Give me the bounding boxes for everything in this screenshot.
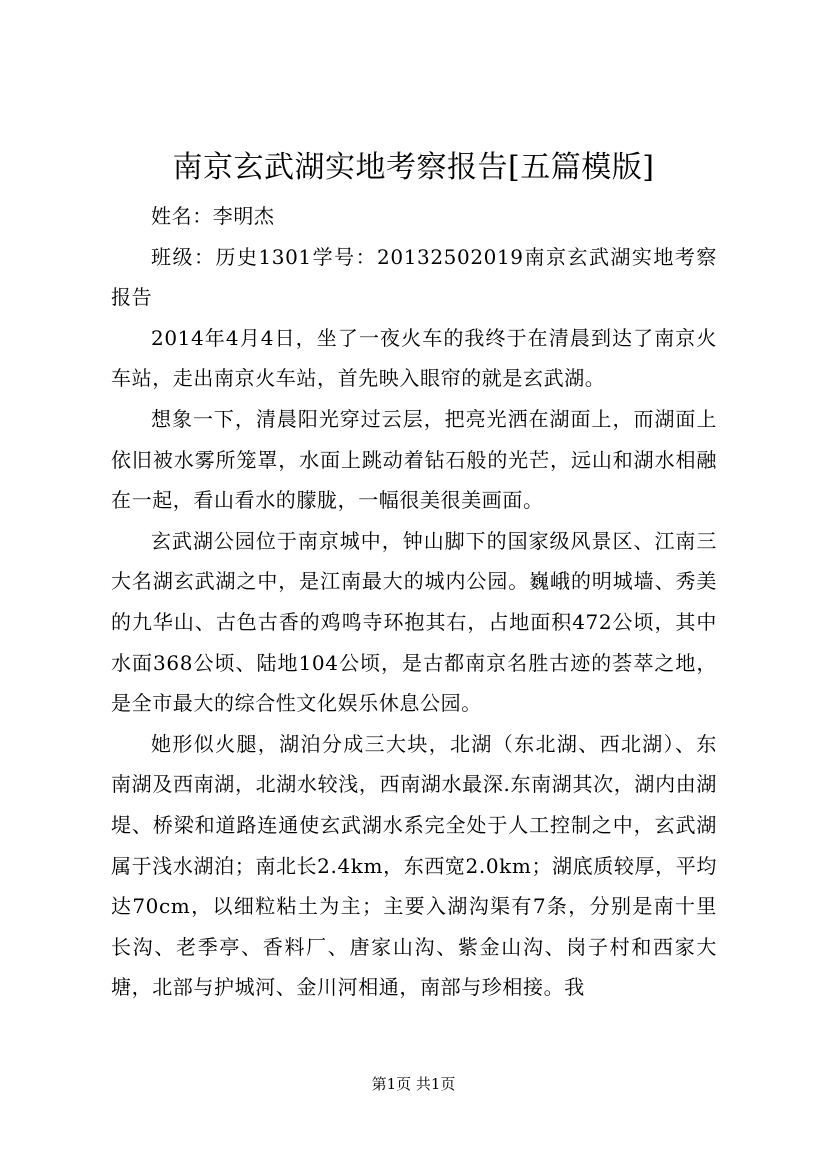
document-title: 南京玄武湖实地考察报告[五篇模版] [172,150,655,185]
author-line: 姓名：李明杰 [151,204,275,228]
paragraph: 2014年4月4日，坐了一夜火车的我终于在清晨到达了南京火车站，走出南京火车站，首先映入眼帘的就是玄武湖。 [111,325,717,391]
class-line: 班级：历史1301学号：20132502019南京玄武湖实地考察报告 [111,244,717,310]
document-body [111,196,717,1008]
paragraph: 想象一下，清晨阳光穿过云层，把亮光洒在湖面上，而湖面上依旧被水雾所笼罩，水面上跳动着钻石般的光芒，远山和湖水相融在一起，看山看水的朦胧，一幅很美很美画面。 [111,406,717,513]
paragraph: 玄武湖公园位于南京城中，钟山脚下的国家级风景区、江南三大名湖玄武湖之中，是江南最大的城内公园。巍峨的明城墙、秀美的九华山、古色古香的鸡鸣寺环抱其右，占地面积472公顷，其中水面368公顷、陆地104公顷，是古都南京名胜古迹的荟萃之地，是全市最大的综合性文化娱乐休息公园。 [111,528,717,716]
page-number: 第1页 共1页 [371,1075,456,1093]
paragraph: 她形似火腿，湖泊分成三大块，北湖（东北湖、西北湖）、东南湖及西南湖，北湖水较浅，西南湖水最深.东南湖其次，湖内由湖堤、桥梁和道路连通使玄武湖水系完全处于人工控制之中，玄武湖属于浅水湖泊；南北长2.4km，东西宽2.0km；湖底质较厚，平均达70cm，以细粒粘土为主；主要入湖沟渠有7条，分别是南十里长沟、老季亭、香料厂、唐家山沟、紫金山沟、岗子村和西家大塘，北部与护城河、金川河相通，南部与珍相接。我 [111,731,717,1000]
